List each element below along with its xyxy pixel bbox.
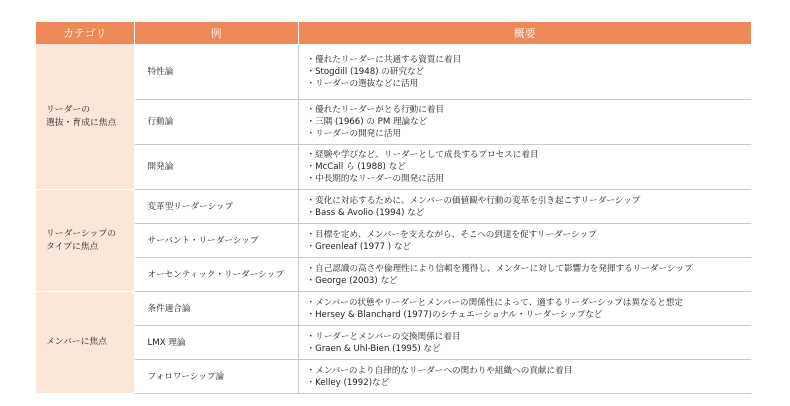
example-cell: フォロワーシップ論 (134, 360, 298, 394)
table-row (36, 326, 751, 360)
example-cell: 特性論 (134, 44, 298, 100)
table-row (36, 224, 751, 258)
summary-cell: ・リーダーとメンバーの交換関係に着目 ・Graen & Uhl-Bien (1995) など (298, 326, 751, 360)
summary-cell: ・メンバーのより自律的なリーダーへの関わりや組織への貢献に着目 ・Kelley (1992)など (298, 360, 751, 394)
table-row (36, 145, 751, 190)
summary-cell: ・メンバーの状態やリーダーとメンバーの関係性によって、適するリーダーシップは異なると想定 ・Hersey & Blanchard (1977)のシチュエーショナル・リーダーシップなど (298, 292, 751, 326)
example-cell: 行動論 (134, 100, 298, 145)
example-cell: サーバント・リーダーシップ (134, 224, 298, 258)
category-leadership-type: リーダーシップの タイプに焦点 (36, 190, 134, 292)
summary-cell: ・変化に対応するために、メンバーの価値観や行動の変革を引き起こすリーダーシップ ・Bass & Avolio (1994) など (298, 190, 751, 224)
example-cell: 開発論 (134, 145, 298, 190)
example-cell: オーセンティック・リーダーシップ (134, 258, 298, 292)
table-row (36, 44, 751, 100)
example-cell: 変革型リーダーシップ (134, 190, 298, 224)
category-member-focus: メンバーに焦点 (36, 292, 134, 394)
table-row (36, 190, 751, 224)
table-row (36, 360, 751, 394)
summary-cell: ・優れたリーダーに共通する資質に着目 ・Stogdill (1948) の研究など ・リーダーの選抜などに活用 (298, 44, 751, 100)
example-cell: LMX 理論 (134, 326, 298, 360)
summary-cell: ・自己認識の高さや倫理性により信頼を獲得し、メンターに対して影響力を発揮するリーダーシップ ・George (2003) など (298, 258, 751, 292)
summary-cell: ・目標を定め、メンバーを支えながら、そこへの到達を促すリーダーシップ ・Greenleaf (1977 ) など (298, 224, 751, 258)
table-header-row (36, 22, 751, 44)
table-row (36, 100, 751, 145)
header-example: 例 (134, 22, 298, 44)
table-row (36, 292, 751, 326)
example-cell: 条件適合論 (134, 292, 298, 326)
table-row (36, 258, 751, 292)
summary-cell: ・優れたリーダーがとる行動に着目 ・三隅 (1966) の PM 理論など ・リーダーの開発に活用 (298, 100, 751, 145)
category-selection-development: リーダーの 選抜・育成に焦点 (36, 44, 134, 190)
header-category: カテゴリ (36, 22, 134, 44)
header-overview: 概要 (298, 22, 751, 44)
summary-cell: ・経験や学びなど、リーダーとして成長するプロセスに着目 ・McCall ら (1988) など ・中長期的なリーダーの開発に活用 (298, 145, 751, 190)
leadership-theory-table (36, 22, 751, 394)
